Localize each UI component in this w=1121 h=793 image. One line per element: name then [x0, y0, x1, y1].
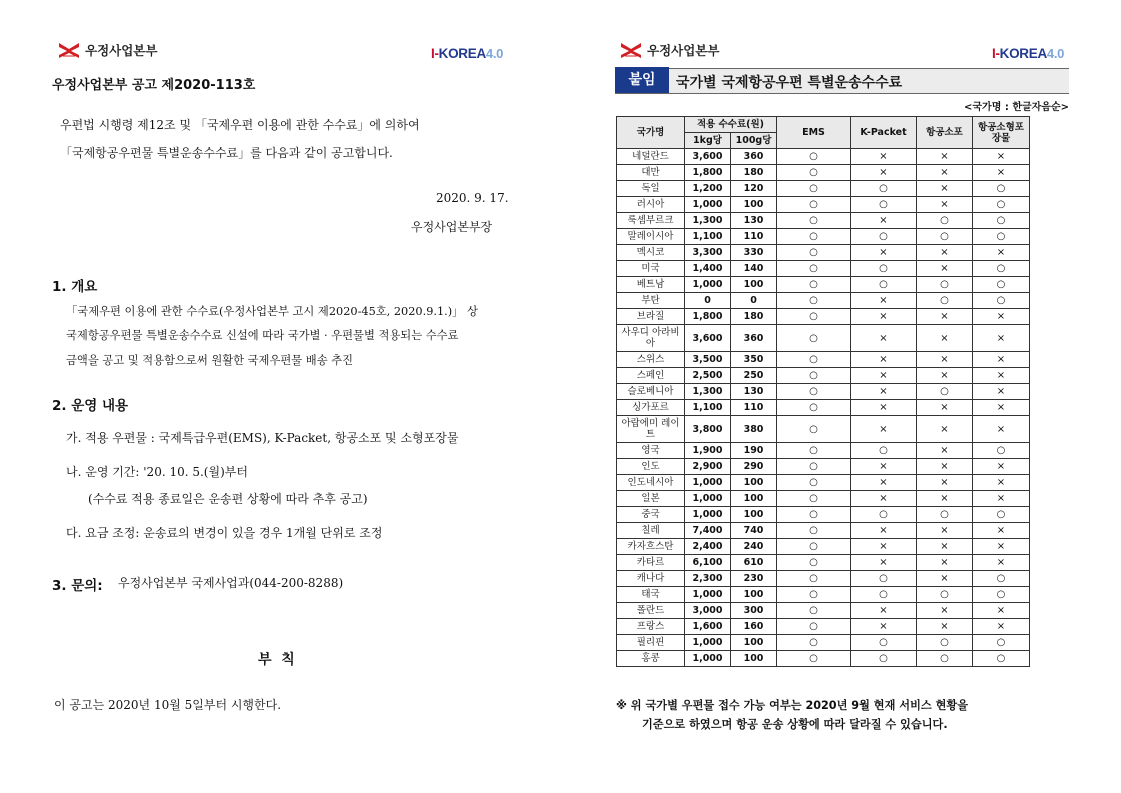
small-packet-availability-cell: ×	[973, 555, 1030, 571]
fee-100g-cell: 360	[731, 149, 777, 165]
table-row	[617, 571, 1030, 587]
supplementary-text: 이 공고는 2020년 10월 5일부터 시행한다.	[54, 698, 282, 712]
korea-post-logo	[619, 40, 719, 60]
air-parcel-availability-cell: ×	[917, 261, 973, 277]
small-packet-availability-cell: ○	[973, 635, 1030, 651]
small-packet-availability-cell: ○	[973, 229, 1030, 245]
ems-availability-cell: ○	[777, 507, 851, 523]
small-packet-availability-cell: ○	[973, 587, 1030, 603]
small-packet-availability-cell: ○	[973, 213, 1030, 229]
country-cell: 카자흐스탄	[617, 539, 685, 555]
kpacket-availability-cell: ×	[851, 165, 917, 181]
kpacket-availability-cell: ×	[851, 245, 917, 261]
ems-availability-cell: ○	[777, 309, 851, 325]
fee-1kg-cell: 1,000	[685, 587, 731, 603]
country-cell: 미국	[617, 261, 685, 277]
section-2-item-c: 다. 요금 조정: 운송료의 변경이 있을 경우 1개월 단위로 조정	[66, 526, 383, 540]
kpacket-availability-cell: ○	[851, 229, 917, 245]
table-row	[617, 261, 1030, 277]
section-1-line-3: 금액을 공고 및 적용함으로써 원활한 국제우편물 배송 추진	[66, 354, 354, 367]
ems-availability-cell: ○	[777, 181, 851, 197]
fee-1kg-cell: 6,100	[685, 555, 731, 571]
intro-line-2: 「국제항공우편물 특별운송수수료」를 다음과 같이 공고합니다.	[60, 146, 393, 160]
table-row	[617, 507, 1030, 523]
header-per-1kg: 1kg당	[685, 133, 731, 149]
fee-100g-cell: 0	[731, 293, 777, 309]
table-row	[617, 245, 1030, 261]
fee-1kg-cell: 1,800	[685, 309, 731, 325]
ems-availability-cell: ○	[777, 416, 851, 443]
announcement-page	[0, 0, 560, 793]
country-cell: 캐나다	[617, 571, 685, 587]
fee-1kg-cell: 1,100	[685, 229, 731, 245]
fee-100g-cell: 290	[731, 459, 777, 475]
table-row	[617, 181, 1030, 197]
fee-100g-cell: 380	[731, 416, 777, 443]
fee-100g-cell: 160	[731, 619, 777, 635]
table-row	[617, 368, 1030, 384]
country-cell: 폴란드	[617, 603, 685, 619]
kpacket-availability-cell: ○	[851, 197, 917, 213]
fee-1kg-cell: 1,000	[685, 651, 731, 667]
ems-availability-cell: ○	[777, 165, 851, 181]
air-parcel-availability-cell: ○	[917, 507, 973, 523]
country-cell: 브라질	[617, 309, 685, 325]
air-parcel-availability-cell: ×	[917, 571, 973, 587]
kpacket-availability-cell: ×	[851, 491, 917, 507]
small-packet-availability-cell: ×	[973, 416, 1030, 443]
table-row	[617, 523, 1030, 539]
ems-availability-cell: ○	[777, 368, 851, 384]
header-kpacket: K-Packet	[851, 117, 917, 149]
small-packet-availability-cell: ×	[973, 384, 1030, 400]
section-1-line-2: 국제항공우편물 특별운송수수료 신설에 따라 국가별 · 우편물별 적용되는 수수료	[66, 329, 459, 342]
attachment-tag: 붙임	[615, 67, 669, 93]
fee-100g-cell: 130	[731, 213, 777, 229]
small-packet-availability-cell: ×	[973, 368, 1030, 384]
ems-availability-cell: ○	[777, 459, 851, 475]
country-cell: 베트남	[617, 277, 685, 293]
air-parcel-availability-cell: ×	[917, 443, 973, 459]
fee-1kg-cell: 1,200	[685, 181, 731, 197]
kpacket-availability-cell: ×	[851, 309, 917, 325]
small-packet-availability-cell: ×	[973, 475, 1030, 491]
ems-availability-cell: ○	[777, 261, 851, 277]
header-country: 국가명	[617, 117, 685, 149]
country-cell: 스위스	[617, 352, 685, 368]
country-cell: 사우디 아라비아	[617, 325, 685, 352]
ems-availability-cell: ○	[777, 245, 851, 261]
section-1-title: 1. 개요	[52, 279, 98, 295]
small-packet-availability-cell: ×	[973, 149, 1030, 165]
fee-1kg-cell: 3,500	[685, 352, 731, 368]
fee-1kg-cell: 2,400	[685, 539, 731, 555]
table-row	[617, 651, 1030, 667]
fee-100g-cell: 140	[731, 261, 777, 277]
air-parcel-availability-cell: ×	[917, 539, 973, 555]
small-packet-availability-cell: ×	[973, 325, 1030, 352]
table-row	[617, 229, 1030, 245]
small-packet-availability-cell: ×	[973, 459, 1030, 475]
fee-1kg-cell: 2,500	[685, 368, 731, 384]
ems-availability-cell: ○	[777, 325, 851, 352]
air-parcel-availability-cell: ○	[917, 229, 973, 245]
fee-100g-cell: 100	[731, 491, 777, 507]
fee-100g-cell: 350	[731, 352, 777, 368]
fee-1kg-cell: 0	[685, 293, 731, 309]
kpacket-availability-cell: ○	[851, 651, 917, 667]
kpacket-availability-cell: ○	[851, 571, 917, 587]
attachment-title: 국가별 국제항공우편 특별운송수수료	[676, 75, 903, 91]
section-1-line-1: 「국제우편 이용에 관한 수수료(우정사업본부 고시 제2020-45호, 2020.9.1.)」 상	[66, 305, 478, 318]
fee-100g-cell: 100	[731, 277, 777, 293]
country-cell: 부탄	[617, 293, 685, 309]
fee-1kg-cell: 1,000	[685, 475, 731, 491]
ems-availability-cell: ○	[777, 400, 851, 416]
fee-1kg-cell: 1,000	[685, 197, 731, 213]
header-per-100g: 100g당	[731, 133, 777, 149]
country-cell: 말레이시아	[617, 229, 685, 245]
country-cell: 스페인	[617, 368, 685, 384]
air-parcel-availability-cell: ○	[917, 293, 973, 309]
table-row	[617, 197, 1030, 213]
header-fee: 적용 수수료(원)	[685, 117, 777, 133]
small-packet-availability-cell: ×	[973, 619, 1030, 635]
air-parcel-availability-cell: ×	[917, 165, 973, 181]
small-packet-availability-cell: ○	[973, 571, 1030, 587]
ems-availability-cell: ○	[777, 651, 851, 667]
country-cell: 태국	[617, 587, 685, 603]
air-parcel-availability-cell: ×	[917, 475, 973, 491]
ems-availability-cell: ○	[777, 571, 851, 587]
fee-1kg-cell: 2,900	[685, 459, 731, 475]
small-packet-availability-cell: ○	[973, 293, 1030, 309]
small-packet-availability-cell: ○	[973, 181, 1030, 197]
small-packet-availability-cell: ×	[973, 400, 1030, 416]
country-cell: 싱가포르	[617, 400, 685, 416]
kpacket-availability-cell: ×	[851, 619, 917, 635]
air-parcel-availability-cell: ×	[917, 368, 973, 384]
korea-post-emblem-icon	[619, 40, 643, 60]
intro-line-1: 우편법 시행령 제12조 및 「국제우편 이용에 관한 수수료」에 의하여	[60, 118, 420, 132]
fee-1kg-cell: 1,000	[685, 277, 731, 293]
table-row	[617, 352, 1030, 368]
header-small-packet: 항공소형포장물	[973, 117, 1030, 149]
country-cell: 슬로베니아	[617, 384, 685, 400]
ems-availability-cell: ○	[777, 491, 851, 507]
small-packet-availability-cell: ○	[973, 443, 1030, 459]
table-row	[617, 459, 1030, 475]
fee-table-page	[560, 0, 1121, 793]
fee-100g-cell: 110	[731, 400, 777, 416]
small-packet-availability-cell: ×	[973, 491, 1030, 507]
contact-info: 우정사업본부 국제사업과(044-200-8288)	[118, 576, 344, 590]
header-air-parcel: 항공소포	[917, 117, 973, 149]
country-cell: 프랑스	[617, 619, 685, 635]
kpacket-availability-cell: ×	[851, 555, 917, 571]
fee-1kg-cell: 1,100	[685, 400, 731, 416]
country-cell: 인도네시아	[617, 475, 685, 491]
ems-availability-cell: ○	[777, 213, 851, 229]
table-row	[617, 443, 1030, 459]
fee-100g-cell: 110	[731, 229, 777, 245]
fee-100g-cell: 100	[731, 507, 777, 523]
country-cell: 러시아	[617, 197, 685, 213]
ems-availability-cell: ○	[777, 635, 851, 651]
issuer: 우정사업본부장	[411, 220, 493, 234]
small-packet-availability-cell: ×	[973, 523, 1030, 539]
fee-1kg-cell: 1,300	[685, 213, 731, 229]
country-cell: 필리핀	[617, 635, 685, 651]
fee-100g-cell: 300	[731, 603, 777, 619]
ems-availability-cell: ○	[777, 384, 851, 400]
fee-1kg-cell: 3,800	[685, 416, 731, 443]
air-parcel-availability-cell: ×	[917, 309, 973, 325]
kpacket-availability-cell: ×	[851, 149, 917, 165]
fee-1kg-cell: 3,000	[685, 603, 731, 619]
small-packet-availability-cell: ×	[973, 352, 1030, 368]
country-cell: 멕시코	[617, 245, 685, 261]
header-ems: EMS	[777, 117, 851, 149]
fee-100g-cell: 100	[731, 475, 777, 491]
i-korea-logo: I-KOREA4.0	[992, 46, 1065, 61]
ems-availability-cell: ○	[777, 603, 851, 619]
kpacket-availability-cell: ×	[851, 293, 917, 309]
section-2-item-a: 가. 적용 우편물 : 국제특급우편(EMS), K-Packet, 항공소포 및 소형포장물	[66, 431, 459, 445]
ems-availability-cell: ○	[777, 197, 851, 213]
country-cell: 룩셈부르크	[617, 213, 685, 229]
air-parcel-availability-cell: ×	[917, 491, 973, 507]
air-parcel-availability-cell: ×	[917, 245, 973, 261]
kpacket-availability-cell: ×	[851, 368, 917, 384]
kpacket-availability-cell: ×	[851, 213, 917, 229]
table-row	[617, 555, 1030, 571]
kpacket-availability-cell: ×	[851, 539, 917, 555]
country-cell: 대만	[617, 165, 685, 181]
footnote-line-1: ※ 위 국가별 우편물 접수 가능 여부는 2020년 9월 현재 서비스 현황을	[616, 699, 969, 712]
kpacket-availability-cell: ○	[851, 277, 917, 293]
country-cell: 홍콩	[617, 651, 685, 667]
fee-1kg-cell: 1,900	[685, 443, 731, 459]
small-packet-availability-cell: ○	[973, 651, 1030, 667]
ems-availability-cell: ○	[777, 352, 851, 368]
small-packet-availability-cell: ○	[973, 261, 1030, 277]
fee-1kg-cell: 1,600	[685, 619, 731, 635]
country-cell: 아랍에미 레이트	[617, 416, 685, 443]
small-packet-availability-cell: ×	[973, 603, 1030, 619]
kpacket-availability-cell: ×	[851, 416, 917, 443]
ems-availability-cell: ○	[777, 229, 851, 245]
fee-1kg-cell: 1,000	[685, 491, 731, 507]
country-cell: 칠레	[617, 523, 685, 539]
ems-availability-cell: ○	[777, 443, 851, 459]
ems-availability-cell: ○	[777, 587, 851, 603]
i-korea-logo: I-KOREA4.0	[431, 46, 504, 61]
fee-100g-cell: 190	[731, 443, 777, 459]
country-cell: 카타르	[617, 555, 685, 571]
small-packet-availability-cell: ○	[973, 277, 1030, 293]
small-packet-availability-cell: ×	[973, 165, 1030, 181]
announcement-date: 2020. 9. 17.	[436, 191, 509, 205]
fee-1kg-cell: 1,300	[685, 384, 731, 400]
air-parcel-availability-cell: ×	[917, 400, 973, 416]
kpacket-availability-cell: ○	[851, 587, 917, 603]
country-order-note: <국가명 : 한글자음순>	[964, 102, 1069, 113]
air-parcel-availability-cell: ○	[917, 277, 973, 293]
fee-1kg-cell: 3,600	[685, 325, 731, 352]
table-row	[617, 213, 1030, 229]
korea-post-logo	[57, 40, 157, 60]
fee-1kg-cell: 1,000	[685, 635, 731, 651]
kpacket-availability-cell: ×	[851, 475, 917, 491]
table-row	[617, 619, 1030, 635]
kpacket-availability-cell: ×	[851, 603, 917, 619]
table-row	[617, 277, 1030, 293]
kpacket-availability-cell: ○	[851, 507, 917, 523]
announcement-number: 우정사업본부 공고 제2020-113호	[52, 78, 256, 93]
fee-1kg-cell: 1,800	[685, 165, 731, 181]
fee-100g-cell: 100	[731, 197, 777, 213]
section-2-item-b: 나. 운영 기간: '20. 10. 5.(월)부터	[66, 465, 248, 479]
brand-name: 우정사업본부	[85, 43, 158, 58]
fee-100g-cell: 610	[731, 555, 777, 571]
table-row	[617, 539, 1030, 555]
country-cell: 네덜란드	[617, 149, 685, 165]
kpacket-availability-cell: ○	[851, 443, 917, 459]
fee-100g-cell: 250	[731, 368, 777, 384]
section-2-item-b-note: (수수료 적용 종료일은 운송편 상황에 따라 추후 공고)	[88, 492, 368, 506]
fee-table	[616, 116, 1030, 667]
table-row	[617, 293, 1030, 309]
fee-100g-cell: 180	[731, 165, 777, 181]
section-3-title: 3. 문의:	[52, 578, 103, 594]
air-parcel-availability-cell: ×	[917, 416, 973, 443]
fee-100g-cell: 100	[731, 651, 777, 667]
ems-availability-cell: ○	[777, 149, 851, 165]
air-parcel-availability-cell: ×	[917, 325, 973, 352]
ems-availability-cell: ○	[777, 475, 851, 491]
table-row	[617, 491, 1030, 507]
table-row	[617, 635, 1030, 651]
air-parcel-availability-cell: ○	[917, 384, 973, 400]
air-parcel-availability-cell: ×	[917, 181, 973, 197]
kpacket-availability-cell: ×	[851, 384, 917, 400]
fee-100g-cell: 230	[731, 571, 777, 587]
fee-1kg-cell: 2,300	[685, 571, 731, 587]
country-cell: 인도	[617, 459, 685, 475]
air-parcel-availability-cell: ×	[917, 523, 973, 539]
air-parcel-availability-cell: ×	[917, 352, 973, 368]
air-parcel-availability-cell: ×	[917, 149, 973, 165]
air-parcel-availability-cell: ○	[917, 587, 973, 603]
table-row	[617, 587, 1030, 603]
small-packet-availability-cell: ○	[973, 507, 1030, 523]
fee-100g-cell: 180	[731, 309, 777, 325]
kpacket-availability-cell: ×	[851, 325, 917, 352]
small-packet-availability-cell: ○	[973, 197, 1030, 213]
ems-availability-cell: ○	[777, 555, 851, 571]
fee-100g-cell: 240	[731, 539, 777, 555]
ems-availability-cell: ○	[777, 619, 851, 635]
brand-name: 우정사업본부	[647, 43, 720, 58]
table-row	[617, 475, 1030, 491]
kpacket-availability-cell: ×	[851, 459, 917, 475]
fee-1kg-cell: 3,600	[685, 149, 731, 165]
fee-1kg-cell: 3,300	[685, 245, 731, 261]
fee-100g-cell: 100	[731, 635, 777, 651]
table-row	[617, 400, 1030, 416]
kpacket-availability-cell: ×	[851, 523, 917, 539]
small-packet-availability-cell: ×	[973, 309, 1030, 325]
ems-availability-cell: ○	[777, 539, 851, 555]
table-row	[617, 165, 1030, 181]
air-parcel-availability-cell: ×	[917, 603, 973, 619]
fee-1kg-cell: 1,000	[685, 507, 731, 523]
fee-1kg-cell: 1,400	[685, 261, 731, 277]
ems-availability-cell: ○	[777, 277, 851, 293]
footnote-line-2: 기준으로 하였으며 항공 운송 상황에 따라 달라질 수 있습니다.	[642, 718, 948, 731]
kpacket-availability-cell: ×	[851, 400, 917, 416]
kpacket-availability-cell: ○	[851, 181, 917, 197]
fee-1kg-cell: 7,400	[685, 523, 731, 539]
kpacket-availability-cell: ×	[851, 352, 917, 368]
small-packet-availability-cell: ×	[973, 245, 1030, 261]
ems-availability-cell: ○	[777, 523, 851, 539]
table-row	[617, 384, 1030, 400]
fee-100g-cell: 100	[731, 587, 777, 603]
fee-100g-cell: 120	[731, 181, 777, 197]
fee-100g-cell: 130	[731, 384, 777, 400]
air-parcel-availability-cell: ×	[917, 197, 973, 213]
table-row	[617, 149, 1030, 165]
air-parcel-availability-cell: ○	[917, 635, 973, 651]
ems-availability-cell: ○	[777, 293, 851, 309]
air-parcel-availability-cell: ○	[917, 651, 973, 667]
kpacket-availability-cell: ○	[851, 261, 917, 277]
fee-100g-cell: 740	[731, 523, 777, 539]
air-parcel-availability-cell: ×	[917, 555, 973, 571]
table-row	[617, 603, 1030, 619]
small-packet-availability-cell: ×	[973, 539, 1030, 555]
kpacket-availability-cell: ○	[851, 635, 917, 651]
country-cell: 중국	[617, 507, 685, 523]
air-parcel-availability-cell: ×	[917, 619, 973, 635]
air-parcel-availability-cell: ×	[917, 459, 973, 475]
table-row	[617, 416, 1030, 443]
air-parcel-availability-cell: ○	[917, 213, 973, 229]
supplementary-title: 부 칙	[258, 652, 295, 668]
table-row	[617, 325, 1030, 352]
table-row	[617, 309, 1030, 325]
section-2-title: 2. 운영 내용	[52, 398, 129, 414]
country-cell: 영국	[617, 443, 685, 459]
country-cell: 일본	[617, 491, 685, 507]
country-cell: 독일	[617, 181, 685, 197]
fee-100g-cell: 330	[731, 245, 777, 261]
korea-post-emblem-icon	[57, 40, 81, 60]
fee-100g-cell: 360	[731, 325, 777, 352]
